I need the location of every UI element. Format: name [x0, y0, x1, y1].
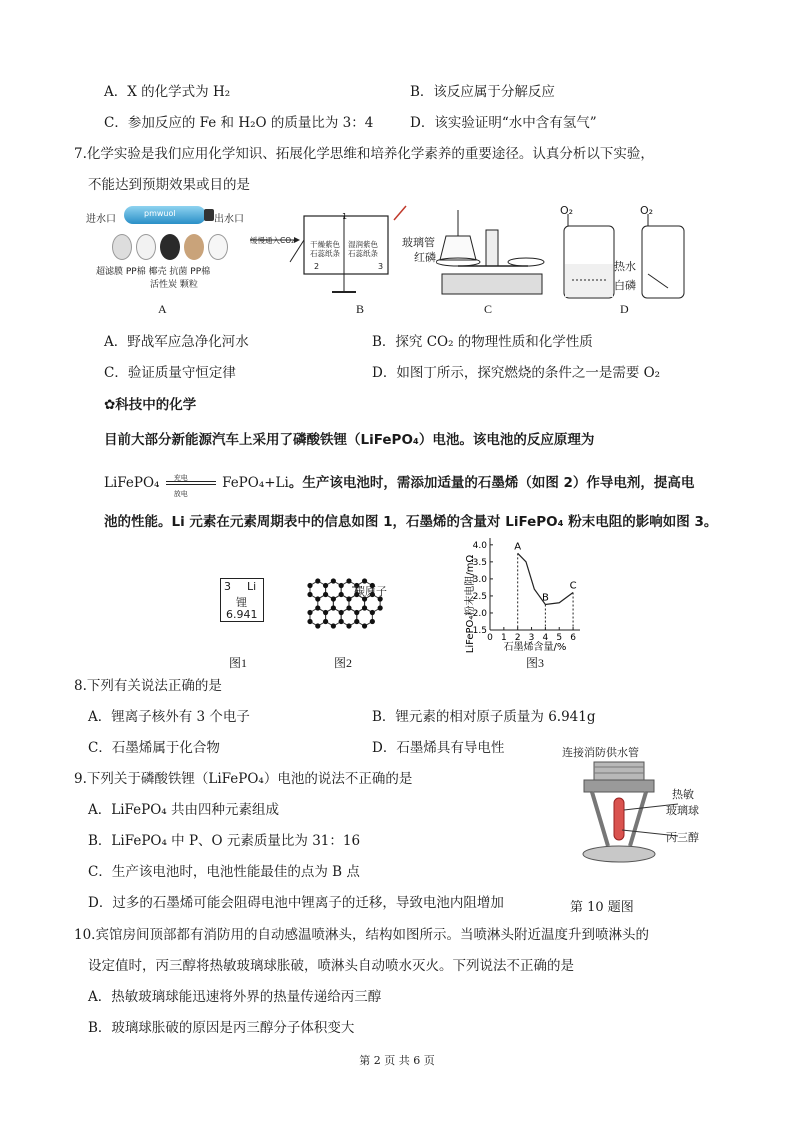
eq-charge-label: 充电	[173, 474, 188, 482]
brand-label: pmwuol	[144, 209, 176, 218]
inlet-label: 进水口	[86, 214, 116, 225]
red-phosphorus-label: 红磷	[414, 251, 436, 264]
fig10-bulb-label-1: 热敏	[672, 788, 694, 801]
tube-number-2: 2	[314, 262, 320, 271]
hexagon	[341, 608, 357, 626]
carbon-atom-legend: 碳原子	[354, 585, 387, 598]
y-tick-label: 2.5	[472, 591, 487, 602]
equation-left: LiFePO₄	[104, 475, 160, 491]
q7-option-d: D．如图丁所示，探究燃烧的条件之一是需要 O₂	[372, 365, 661, 381]
figure-10-sprinkler	[568, 758, 688, 878]
carbon-atom	[370, 619, 375, 624]
carbon-atom	[323, 619, 328, 624]
glass-tube-label: 玻璃管	[402, 236, 435, 249]
x-tick-label: 2	[514, 633, 521, 643]
center-post	[486, 230, 498, 266]
q6-option-a: A．X 的化学式为 H₂	[104, 84, 231, 100]
q10-option-b: B．玻璃球胀破的原因是丙三醇分子体积变大	[88, 1020, 355, 1036]
tube-number-3: 3	[378, 262, 384, 271]
balance-base	[442, 274, 542, 294]
equation-arrows	[164, 474, 218, 498]
carbon-atom	[331, 596, 336, 601]
carbon-atom	[315, 596, 320, 601]
equation-line	[104, 474, 695, 498]
x-tick-label: 0	[487, 633, 493, 643]
q9-option-d: D．过多的石墨烯可能会阻碍电池中锂离子的迁移，导致电池内阻增加	[88, 895, 504, 911]
q9-stem: 9.下列关于磷酸铁锂（LiFePO₄）电池的说法不正确的是	[74, 771, 413, 787]
y-tick-label: 1.5	[472, 626, 487, 636]
carbon-atom	[339, 619, 344, 624]
figure-2-caption: 图2	[334, 656, 353, 670]
x-tick-label: 5	[556, 633, 563, 643]
point-label-A: A	[514, 541, 522, 553]
q8-option-b: B．锂元素的相对原子质量为 6.941g	[372, 709, 596, 725]
q9-option-b: B．LiFePO₄ 中 P、O 元素质量比为 31：16	[88, 833, 361, 849]
materials-line2: 活性炭 颗粒	[150, 280, 198, 290]
carbon-atom	[378, 605, 383, 610]
q7-option-b: B．探究 CO₂ 的物理性质和化学性质	[372, 334, 593, 350]
dry-strip-label: 干燥紫色石蕊纸条	[310, 240, 340, 258]
outlet-cap	[204, 209, 214, 221]
frame-arm-left	[592, 792, 608, 846]
element-symbol: Li	[247, 580, 257, 593]
right-pan	[508, 258, 544, 266]
element-name: 锂	[236, 596, 247, 609]
carbon-atom	[315, 623, 320, 628]
q10-stem-line1: 10.宾馆房间顶部都有消防用的自动感温喷淋头，结构如图所示。当喷淋头附近温度升到喷淋头的	[74, 927, 649, 943]
hot-water-label: 热水	[614, 260, 636, 273]
q7-stem-line2: 不能达到预期效果或目的是	[88, 177, 250, 193]
filter-disc-3	[160, 234, 180, 260]
materials-line1: 超滤膜 PP棉 椰壳 抗菌 PP棉	[96, 267, 211, 277]
q8-option-c: C．石墨烯属于化合物	[88, 740, 220, 756]
figure-b-label: B	[356, 302, 365, 316]
q10-option-a: A．热敏玻璃球能迅速将外界的热量传递给丙三醇	[88, 989, 382, 1005]
fig10-top-label: 连接消防供水管	[562, 746, 639, 759]
atomic-mass: 6.941	[226, 608, 258, 621]
carbon-atom	[346, 578, 351, 583]
deflector	[583, 846, 655, 862]
section-para2-rest: 。生产该电池时，需添加适量的石墨烯（如图 2）作导电剂，提高电	[288, 475, 695, 491]
tube-number-1: 1	[342, 212, 348, 221]
y-tick-label: 2.0	[472, 608, 487, 619]
outlet-label: 出水口	[214, 214, 244, 225]
carbon-atom	[323, 592, 328, 597]
fig10-glycerol-label: 丙三醇	[666, 831, 699, 844]
co2-arrow-text: 缓慢通入CO₂	[250, 236, 295, 245]
carbon-atom	[339, 583, 344, 588]
red-mark	[394, 206, 406, 220]
atomic-number: 3	[224, 580, 231, 593]
filter-disc-5	[208, 234, 228, 260]
filter-disc-2	[136, 234, 156, 260]
carbon-atom	[362, 623, 367, 628]
eq-discharge-label: 放电	[173, 490, 188, 498]
carbon-atom	[339, 610, 344, 615]
frame-arm-right	[630, 792, 646, 846]
filter-disc-4	[184, 234, 204, 260]
o2-label-2: O₂	[640, 204, 654, 217]
q7-option-a: A．野战军应急净化河水	[104, 334, 249, 350]
flask	[440, 236, 476, 260]
eq-arrow-top	[166, 481, 216, 482]
x-tick-label: 4	[542, 633, 549, 643]
chart-xlabel: 石墨烯含量/%	[503, 642, 567, 653]
q8-stem: 8.下列有关说法正确的是	[74, 678, 222, 694]
carbon-atom	[323, 583, 328, 588]
white-phosphorus-label: 白磷	[614, 279, 636, 292]
point-label-C: C	[569, 580, 577, 592]
fig10-caption: 第 10 题图	[570, 900, 634, 915]
figure-3-caption: 图3	[526, 656, 545, 670]
carbon-atom	[346, 623, 351, 628]
y-tick-label: 3.0	[472, 574, 487, 585]
carbon-atom	[370, 610, 375, 615]
carbon-atom	[315, 578, 320, 583]
sprinkler-hex	[584, 780, 654, 792]
carbon-atom	[307, 592, 312, 597]
x-tick-label: 6	[570, 633, 576, 643]
carbon-atom	[307, 583, 312, 588]
glass-bulb	[614, 798, 624, 840]
carbon-atom	[331, 605, 336, 610]
q6-option-d: D．该实验证明“水中含有氢气”	[410, 115, 597, 131]
figure-a-purifier	[86, 200, 246, 300]
q9-option-c: C．生产该电池时，电池性能最佳的点为 B 点	[88, 864, 360, 880]
q7-stem-line1: 7.化学实验是我们应用化学知识、拓展化学思维和培养化学素养的重要途径。认真分析以下实验，	[74, 146, 654, 162]
chart-ylabel: LiFePO₄粉末电阻/mΩ	[465, 554, 476, 654]
x-tick-label: 1	[500, 633, 507, 643]
y-tick-label: 3.5	[472, 557, 487, 568]
point-label-B: B	[541, 592, 549, 604]
equation-right: FePO₄+Li	[222, 475, 289, 491]
figure-d-label: D	[620, 302, 629, 316]
x-tick-label: 3	[528, 633, 535, 643]
wet-strip-label: 湿润紫色石蕊纸条	[348, 240, 378, 258]
q6-option-c: C．参加反应的 Fe 和 H₂O 的质量比为 3：4	[104, 115, 374, 131]
sprinkler-thread	[594, 762, 644, 780]
carbon-atom	[346, 596, 351, 601]
section-para3: 池的性能。Li 元素在元素周期表中的信息如图 1，石墨烯的含量对 LiFePO₄ 粉末电阻的影响如图 3。	[104, 514, 718, 530]
carbon-atom	[307, 619, 312, 624]
q9-option-a: A．LiFePO₄ 共由四种元素组成	[88, 802, 280, 818]
section-title: ✿科技中的化学	[104, 397, 197, 413]
fig10-bulb-label-2: 玻璃球	[666, 804, 699, 817]
carbon-atom	[354, 619, 359, 624]
figure-1-element-box	[220, 578, 264, 622]
figure-c-label: C	[484, 302, 493, 316]
filter-disc-1	[112, 234, 132, 260]
carbon-atom	[362, 605, 367, 610]
q6-option-b: B．该反应属于分解反应	[410, 84, 555, 100]
hexagon	[357, 608, 373, 626]
hexagon	[310, 608, 326, 626]
page-footer: 第 2 页 共 6 页	[359, 1054, 435, 1067]
figure-a-label: A	[158, 302, 167, 316]
figure-3-chart	[458, 532, 588, 662]
carbon-atom	[315, 605, 320, 610]
y-tick-label: 4.0	[472, 540, 487, 551]
carbon-atom	[339, 592, 344, 597]
carbon-atom	[307, 610, 312, 615]
q7-option-c: C．验证质量守恒定律	[104, 365, 236, 381]
q8-option-a: A．锂离子核外有 3 个电子	[88, 709, 250, 725]
carbon-atom	[331, 623, 336, 628]
bottle-2	[642, 226, 684, 298]
carbon-atom	[346, 605, 351, 610]
carbon-atom	[354, 610, 359, 615]
carbon-atom	[331, 578, 336, 583]
carbon-atom	[323, 610, 328, 615]
figure-1-caption: 图1	[229, 656, 248, 670]
section-para1: 目前大部分新能源汽车上采用了磷酸铁锂（LiFePO₄）电池。该电池的反应原理为	[104, 432, 595, 448]
o2-label-1: O₂	[560, 204, 574, 217]
q8-option-d: D．石墨烯具有导电性	[372, 740, 505, 756]
figure-c-balance	[436, 204, 546, 300]
hexagon	[326, 608, 342, 626]
gas-arrow-head	[294, 237, 300, 243]
q10-stem-line2: 设定值时，丙三醇将热敏玻璃球胀破，喷淋头自动喷水灭火。下列说法不正确的是	[88, 958, 574, 974]
